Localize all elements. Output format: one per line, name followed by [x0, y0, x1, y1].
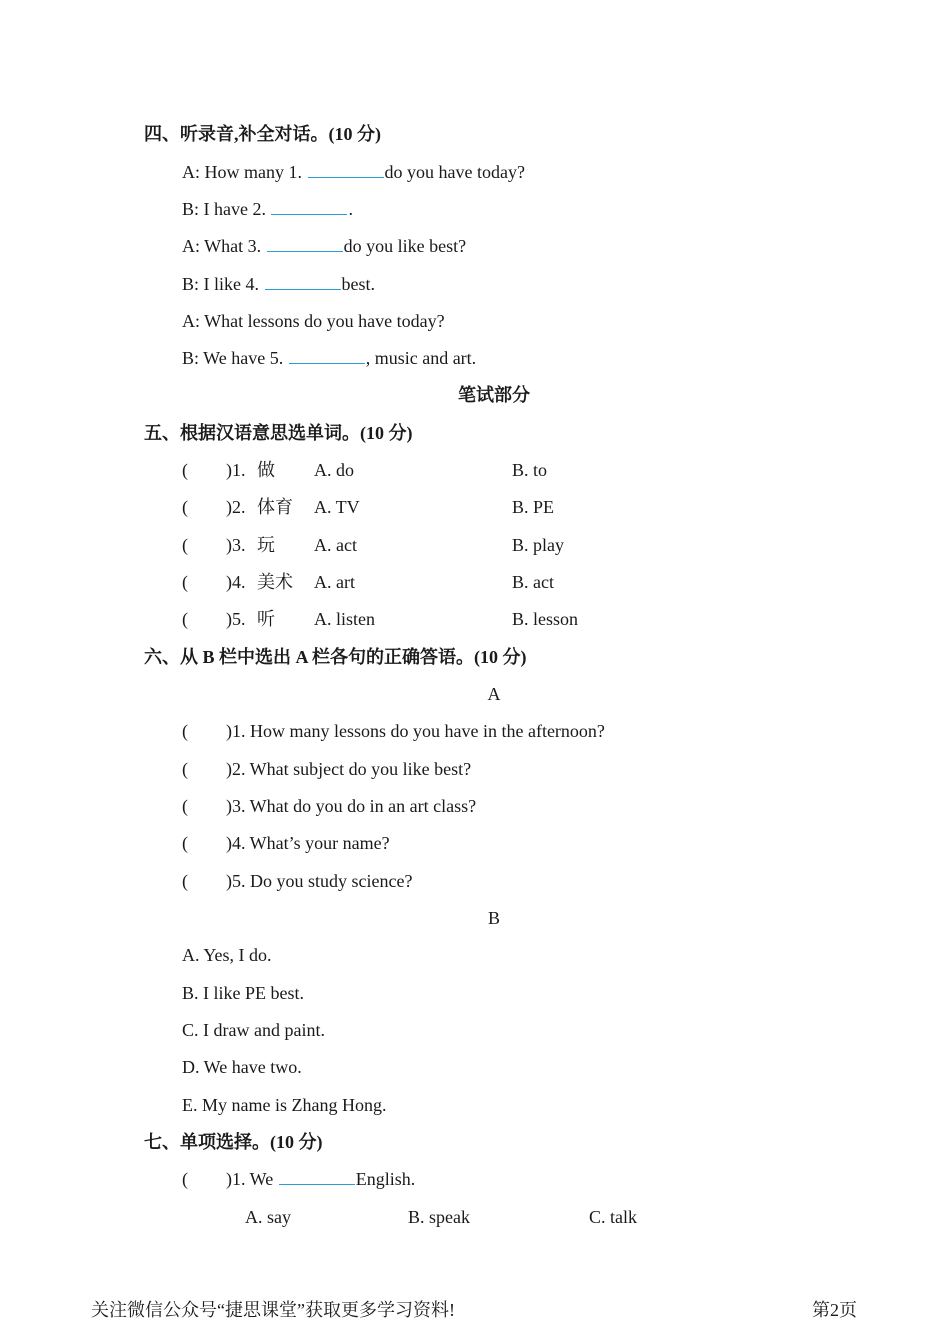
s6-answer: B. I like PE best.	[182, 983, 304, 1003]
s5-paren[interactable]: (	[182, 572, 188, 592]
dialogue-line-2	[182, 198, 353, 220]
dialogue-line-5: A: What lessons do you have today?	[182, 311, 445, 331]
s5-option-a[interactable]: A. do	[314, 460, 354, 480]
answer-blank-3[interactable]	[267, 235, 343, 252]
answer-blank-2[interactable]	[271, 198, 347, 215]
answer-blank-4[interactable]	[265, 273, 341, 290]
s5-option-a[interactable]: A. act	[314, 535, 357, 555]
s5-paren[interactable]: (	[182, 497, 188, 517]
s7-option-b[interactable]: B. speak	[408, 1207, 470, 1227]
dialogue-line-1	[182, 161, 525, 183]
s5-option-b[interactable]: B. play	[512, 535, 564, 555]
line-text: do you like best?	[343, 236, 467, 256]
s5-num: )4.	[226, 572, 246, 592]
s6-answer: A. Yes, I do.	[182, 945, 272, 965]
s5-chinese: 玩	[257, 535, 275, 555]
s5-chinese: 听	[257, 609, 275, 629]
line-text: best.	[341, 274, 375, 294]
line-text: A: How many 1.	[182, 162, 302, 182]
s6-answer: D. We have two.	[182, 1057, 302, 1077]
s5-num: )1.	[226, 460, 246, 480]
answer-blank-s7[interactable]	[279, 1168, 355, 1185]
section-4-title: 四、听录音,补全对话。(10 分)	[144, 124, 381, 144]
answer-blank-5[interactable]	[289, 347, 365, 364]
s5-option-a[interactable]: A. TV	[314, 497, 360, 517]
footer-note: 关注微信公众号“捷思课堂”获取更多学习资料!	[91, 1300, 455, 1320]
s5-chinese: 美术	[257, 572, 293, 592]
s5-num: )5.	[226, 609, 246, 629]
s5-option-a[interactable]: A. art	[314, 572, 355, 592]
s5-paren[interactable]: (	[182, 535, 188, 555]
column-b-label: B	[487, 908, 500, 928]
dialogue-line-6	[182, 347, 476, 369]
s5-option-b[interactable]: B. act	[512, 572, 554, 592]
s5-paren[interactable]: (	[182, 609, 188, 629]
line-text: )1. We	[226, 1169, 274, 1189]
s6-paren[interactable]: (	[182, 833, 188, 853]
s6-question: )1. How many lessons do you have in the afternoon?	[226, 721, 605, 741]
s5-chinese: 做	[257, 460, 275, 480]
line-text: English.	[355, 1169, 416, 1189]
s6-paren[interactable]: (	[182, 871, 188, 891]
s6-paren[interactable]: (	[182, 721, 188, 741]
s6-question: )5. Do you study science?	[226, 871, 413, 891]
s5-paren[interactable]: (	[182, 460, 188, 480]
section-6-title: 六、从 B 栏中选出 A 栏各句的正确答语。(10 分)	[144, 647, 527, 667]
s5-num: )3.	[226, 535, 246, 555]
answer-blank-1[interactable]	[308, 161, 384, 178]
written-part-title: 笔试部分	[458, 385, 530, 405]
line-text: B: We have 5.	[182, 348, 284, 368]
s5-option-b[interactable]: B. to	[512, 460, 548, 480]
dialogue-line-3	[182, 235, 466, 257]
column-a-label: A	[487, 684, 501, 704]
s7-paren[interactable]: (	[182, 1169, 188, 1189]
s6-answer: C. I draw and paint.	[182, 1020, 325, 1040]
s6-paren[interactable]: (	[182, 759, 188, 779]
page-number: 第2页	[812, 1300, 857, 1320]
dialogue-line-4	[182, 273, 375, 295]
s7-question-1	[226, 1168, 415, 1190]
s5-option-b[interactable]: B. PE	[512, 497, 555, 517]
line-text: .	[348, 199, 353, 219]
s5-option-b[interactable]: B. lesson	[512, 609, 579, 629]
section-7-title: 七、单项选择。(10 分)	[144, 1132, 323, 1152]
s6-question: )2. What subject do you like best?	[226, 759, 472, 779]
line-text: B: I like 4.	[182, 274, 259, 294]
section-5-title: 五、根据汉语意思选单词。(10 分)	[144, 423, 413, 443]
s5-num: )2.	[226, 497, 246, 517]
line-text: , music and art.	[365, 348, 477, 368]
line-text: B: I have 2.	[182, 199, 266, 219]
s6-answer: E. My name is Zhang Hong.	[182, 1095, 387, 1115]
line-text: do you have today?	[384, 162, 525, 182]
line-text: A: What 3.	[182, 236, 262, 256]
s7-option-a[interactable]: A. say	[245, 1207, 291, 1227]
s5-option-a[interactable]: A. listen	[314, 609, 375, 629]
s6-question: )4. What’s your name?	[226, 833, 390, 853]
s6-question: )3. What do you do in an art class?	[226, 796, 477, 816]
s6-paren[interactable]: (	[182, 796, 188, 816]
s7-option-c[interactable]: C. talk	[589, 1207, 637, 1227]
s5-chinese: 体育	[257, 497, 293, 517]
